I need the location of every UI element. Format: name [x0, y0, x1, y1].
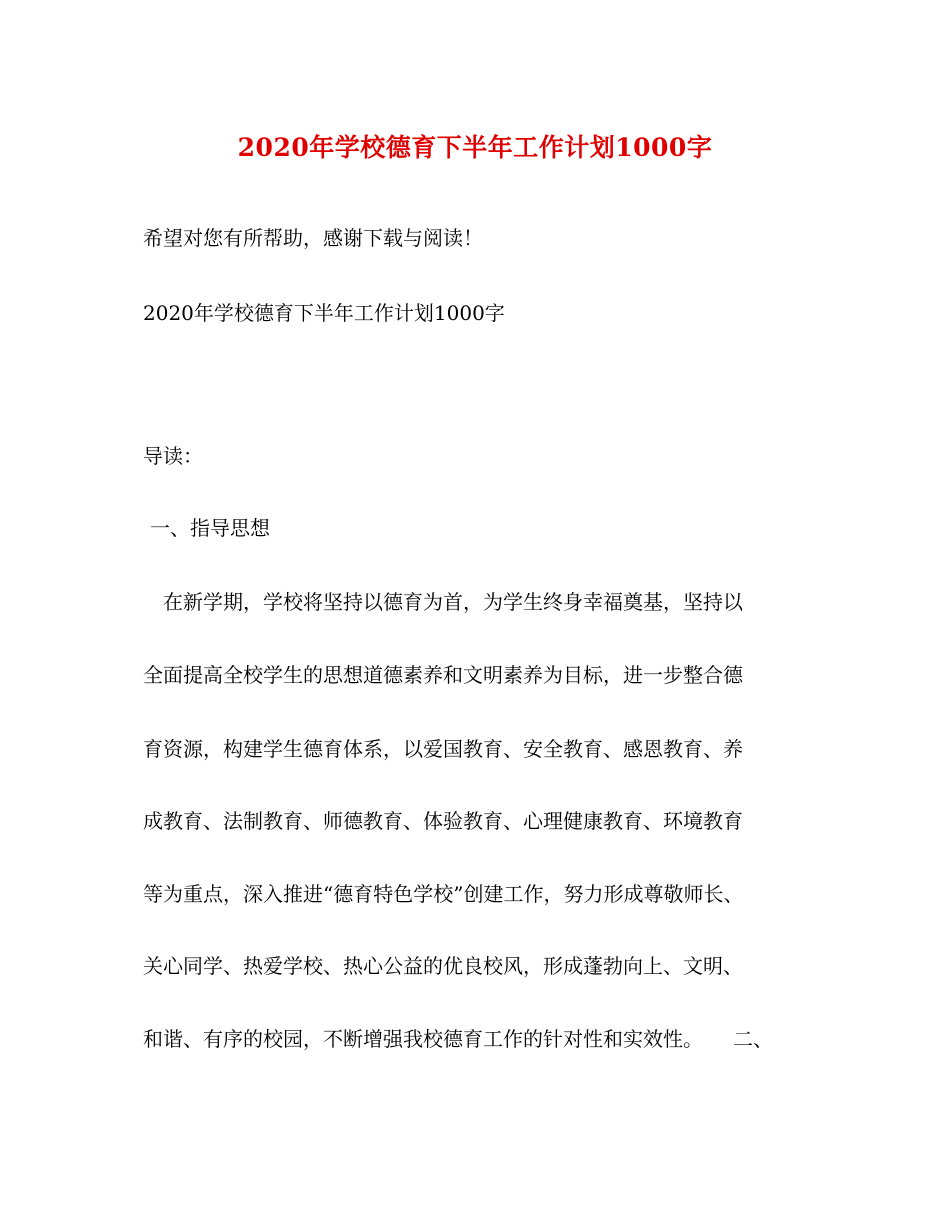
subtitle-line: 2020年学校德育下半年工作计划1000字 [143, 301, 505, 325]
body-line-7: 和谐、有序的校园，不断增强我校德育工作的针对性和实效性。 二、 [143, 1027, 773, 1051]
body-line-6: 关心同学、热爱学校、热心公益的优良校风，形成蓬勃向上、文明、 [143, 954, 743, 978]
body-line-3: 育资源，构建学生德育体系，以爱国教育、安全教育、感恩教育、养 [143, 737, 743, 761]
document-title: 2020年学校德育下半年工作计划1000字 [237, 133, 713, 162]
body-line-1: 在新学期，学校将坚持以德育为首，为学生终身幸福奠基，坚持以 [143, 590, 743, 614]
body-line-2: 全面提高全校学生的思想道德素养和文明素养为目标，进一步整合德 [143, 663, 743, 687]
body-line-4: 成教育、法制教育、师德教育、体验教育、心理健康教育、环境教育 [143, 809, 743, 833]
intro-line: 希望对您有所帮助，感谢下载与阅读！ [143, 226, 483, 250]
section-heading: 一、指导思想 [150, 516, 270, 540]
body-line-5: 等为重点，深入推进“德育特色学校”创建工作，努力形成尊敬师长、 [143, 882, 744, 906]
lead-label: 导读： [143, 444, 203, 468]
